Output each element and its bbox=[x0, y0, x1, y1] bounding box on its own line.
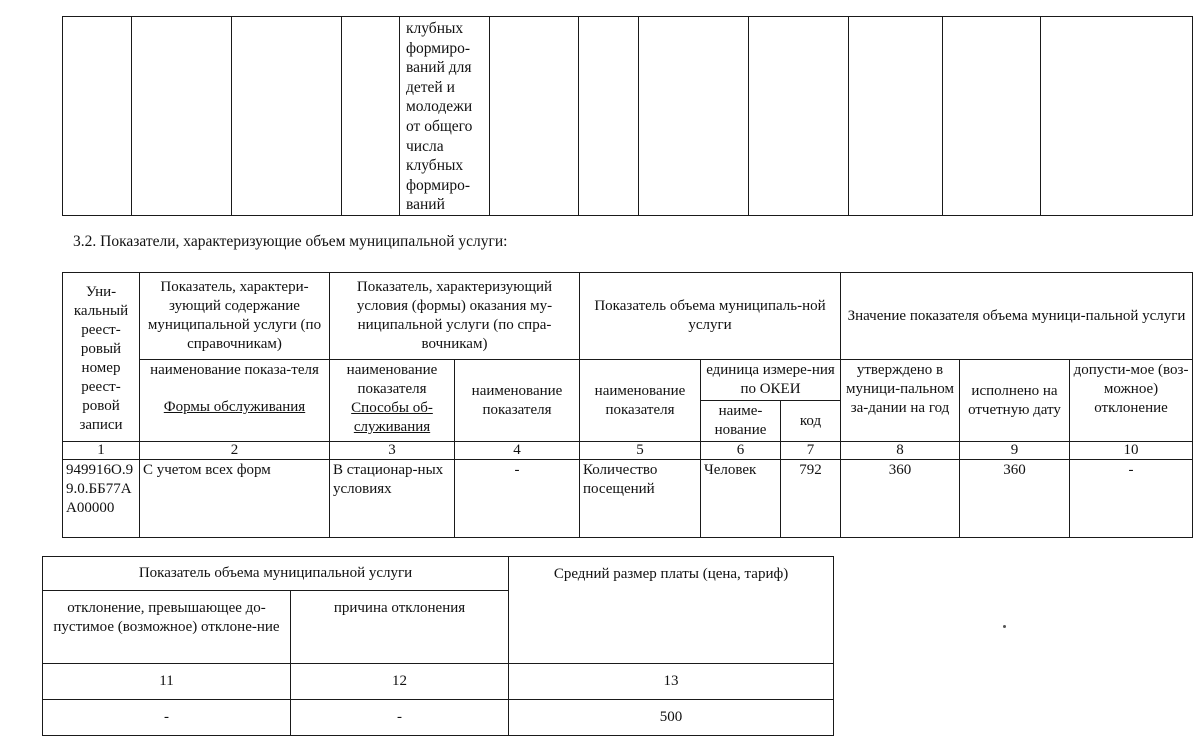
content-cell: С учетом всех форм bbox=[140, 460, 330, 538]
empty-cell bbox=[849, 17, 943, 216]
column-number: 5 bbox=[580, 442, 701, 460]
unit-name-cell: Человек bbox=[701, 460, 781, 538]
header-unit-okei: единица измере-ния по ОКЕИ bbox=[701, 360, 841, 401]
header-deviation-reason: причина отклонения bbox=[291, 591, 509, 663]
empty-cell bbox=[232, 17, 342, 216]
empty-cell bbox=[579, 17, 639, 216]
empty-cell bbox=[63, 17, 132, 216]
line: от общего bbox=[406, 117, 473, 135]
indicator-name-value: Способы об-служивания bbox=[351, 400, 433, 435]
allowed-deviation-cell: - bbox=[1070, 460, 1193, 538]
indicator-name-value: Формы обслуживания bbox=[163, 399, 306, 415]
header-unique-number: Уни-кальный реест-ровый номер реест-ровой записи bbox=[63, 273, 140, 442]
condition-cell: В стационар-ных условиях bbox=[330, 460, 455, 538]
table-row bbox=[63, 460, 1193, 538]
header-indicator-name-2 bbox=[330, 360, 455, 442]
header-content-indicator: Показатель, характери-зующий содержание муниципальной услуги (по справочникам) bbox=[140, 273, 330, 360]
table-row bbox=[43, 699, 834, 735]
indicator-4-cell: - bbox=[455, 460, 580, 538]
header-volume-value: Значение показателя объема муници-пальной услуги bbox=[841, 273, 1193, 360]
indicator-text-cell bbox=[400, 17, 490, 216]
volume-indicators-table bbox=[62, 272, 1193, 538]
approved-cell: 360 bbox=[841, 460, 960, 538]
volume-indicator-name-cell: Количество посещений bbox=[580, 460, 701, 538]
header-indicator-name-3: наименование показателя bbox=[455, 360, 580, 442]
excess-deviation-cell: - bbox=[43, 699, 291, 735]
section-heading: 3.2. Показатели, характеризующие объем муниципальной услуги: bbox=[73, 233, 508, 250]
empty-cell bbox=[749, 17, 849, 216]
indicator-name-label: наименование показа-теля bbox=[150, 362, 319, 378]
empty-cell bbox=[490, 17, 579, 216]
line: ваний bbox=[406, 196, 445, 214]
empty-cell bbox=[1041, 17, 1193, 216]
executed-cell: 360 bbox=[960, 460, 1070, 538]
header-volume-indicator: Показатель объема муниципаль-ной услуги bbox=[580, 273, 841, 360]
column-number: 4 bbox=[455, 442, 580, 460]
empty-cell bbox=[132, 17, 232, 216]
line: клубных bbox=[406, 157, 464, 175]
header-executed: исполнено на отчетную дату bbox=[960, 360, 1070, 442]
column-number: 12 bbox=[291, 663, 509, 699]
average-fee-cell: 500 bbox=[509, 699, 834, 735]
registry-number-cell: 949916О.99.0.ББ77АА00000 bbox=[63, 460, 140, 538]
line: ваний для bbox=[406, 59, 472, 77]
column-number: 10 bbox=[1070, 442, 1193, 460]
header-unit-code: код bbox=[781, 401, 841, 442]
line: клубных bbox=[406, 20, 464, 37]
column-number: 1 bbox=[63, 442, 140, 460]
line: числа bbox=[406, 137, 444, 155]
header-approved: утверждено в муници-пальном за-дании на год bbox=[841, 360, 960, 442]
column-number: 13 bbox=[509, 663, 834, 699]
header-allowed-deviation: допусти-мое (воз-можное) отклонение bbox=[1070, 360, 1193, 442]
header-excess-deviation: отклонение, превышающее до-пустимое (возможное) отклоне-ние bbox=[43, 591, 291, 663]
unit-code-cell: 792 bbox=[781, 460, 841, 538]
column-number: 7 bbox=[781, 442, 841, 460]
deviation-table bbox=[42, 556, 834, 736]
column-number: 11 bbox=[43, 663, 291, 699]
indicator-name-label: наименование показателя bbox=[346, 362, 438, 397]
column-number: 8 bbox=[841, 442, 960, 460]
header-volume-indicator: Показатель объема муниципальной услуги bbox=[43, 557, 509, 591]
empty-cell bbox=[639, 17, 749, 216]
header-unit-name: наиме-нование bbox=[701, 401, 781, 442]
header-indicator-name-1 bbox=[140, 360, 330, 442]
header-conditions-indicator: Показатель, характеризующий условия (формы) оказания му-ниципальной услуги (по спра-вочникам) bbox=[330, 273, 580, 360]
column-number: 3 bbox=[330, 442, 455, 460]
empty-cell bbox=[342, 17, 400, 216]
line: формиро- bbox=[406, 39, 471, 57]
deviation-reason-cell: - bbox=[291, 699, 509, 735]
line: формиро- bbox=[406, 176, 471, 194]
header-indicator-name-4: наименование показателя bbox=[580, 360, 701, 442]
line: детей и bbox=[406, 78, 455, 96]
empty-cell bbox=[943, 17, 1041, 216]
header-average-fee: Средний размер платы (цена, тариф) bbox=[509, 557, 834, 664]
column-number: 6 bbox=[701, 442, 781, 460]
column-number: 2 bbox=[140, 442, 330, 460]
line: молодежи bbox=[406, 98, 473, 116]
previous-table-fragment bbox=[62, 16, 1193, 216]
column-number: 9 bbox=[960, 442, 1070, 460]
scan-speck bbox=[1003, 625, 1006, 628]
